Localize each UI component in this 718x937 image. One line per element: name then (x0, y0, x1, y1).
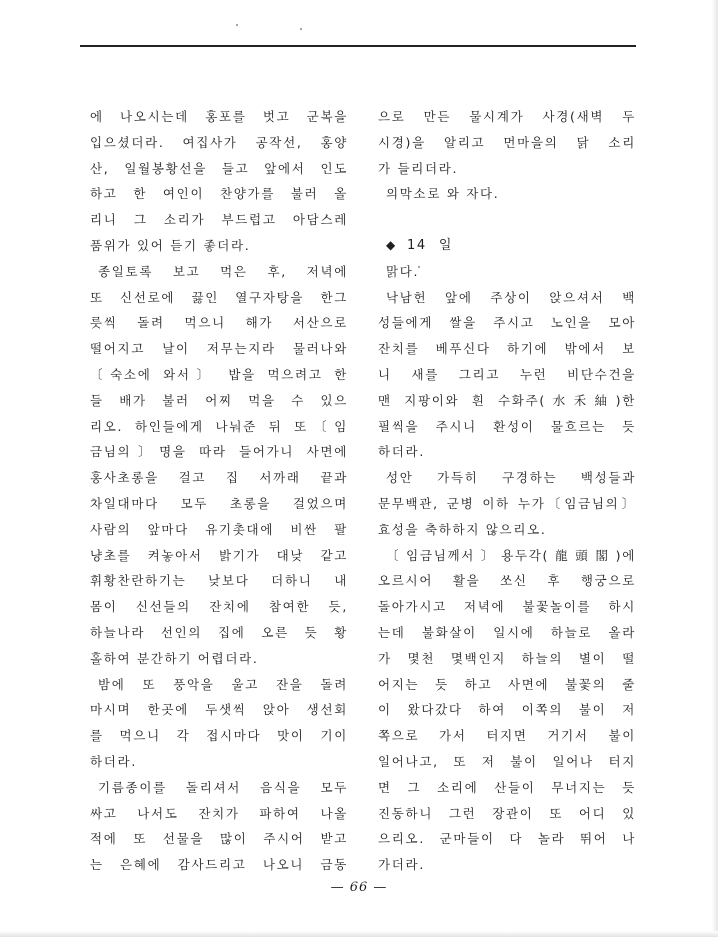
text-line: 몸이 신선들의 잔치에 참여한 듯, (90, 599, 348, 615)
text-line: 홀하여 분간하기 어렵더라. (90, 650, 259, 666)
text-line: 냥초를 켜놓아서 밝기가 대낮 같고 (90, 547, 348, 563)
text-line: 면 그 소리에 산들이 무너지는 듯 (378, 779, 636, 795)
text-line: 홍사초롱을 걸고 집 서까래 끝과 (90, 470, 348, 486)
text-line (378, 207, 636, 233)
text-line: 산, 일월봉황선을 들고 앞에서 인도 (90, 160, 348, 176)
text-line: 품위가 있어 듣기 좋더라. (90, 237, 251, 253)
text-line: 리오. 하인들에게 나눠준 뒤 또〔임 (90, 418, 348, 434)
text-line: 가 들리더라. (378, 160, 459, 176)
page-number: — 66 — (330, 880, 388, 895)
date-day-number: 14 (406, 237, 427, 253)
text-line: 금님의〕명을 따라 들어가니 사면에 (90, 444, 348, 460)
text-line: 진동하니 그런 장관이 또 어디 있 (378, 805, 636, 821)
left-text-column (90, 104, 348, 878)
text-line: 〔숙소에 와서〕 밥을 먹으려고 한 (90, 366, 348, 382)
right-text-column (378, 104, 636, 878)
text-line: 마시며 한곳에 두샛씩 앉아 생선회 (90, 702, 348, 718)
text-line: 니 새를 그리고 누런 비단수건을 (378, 366, 636, 382)
scan-speck (300, 28, 302, 30)
text-line: 필씩을 주시니 환성이 물흐르는 듯 (378, 418, 636, 434)
text-line: 오르시어 활을 쏘신 후 행궁으로 (378, 573, 636, 589)
text-line: 일어나고, 또 저 불이 일어나 터지 (378, 753, 636, 769)
text-line: 으리오. 군마들이 다 놀라 뛰어 나 (378, 831, 636, 847)
text-line: 기름종이를 돌리셔서 음식을 모두 (98, 779, 348, 795)
page-edge-shadow (712, 0, 718, 937)
text-line: 하더라. (378, 444, 425, 460)
text-line: 들 배가 불러 어찌 먹을 수 있으 (90, 392, 348, 408)
date-day-unit: 일 (438, 237, 454, 253)
text-line: 에 나오시는데 홍포를 벗고 군복을 (90, 109, 348, 124)
text-line: 낙남헌 앞에 주상이 앉으셔서 백 (386, 289, 636, 305)
text-line: 종일토록 보고 먹은 후, 저녁에 (98, 263, 348, 279)
page-bottom-shadow (0, 931, 718, 937)
text-line: 어지는 듯 하고 사면에 불꽃의 줄 (378, 676, 636, 692)
text-line: 차일대마다 모두 초롱을 걸었으며 (90, 495, 348, 511)
text-line: 하늘나라 선인의 집에 오른 듯 황 (90, 624, 348, 640)
text-line: 입으셨더라. 여집사가 공작선, 홍양 (90, 134, 348, 150)
header-rule (80, 45, 636, 47)
text-line: 맑다. (386, 263, 420, 279)
text-line: 맨 지팡이와 흰 수화주(水禾紬)한 (378, 392, 636, 408)
text-line: 돌아가시고 저녁에 불꽃놀이를 하시 (378, 599, 636, 615)
text-line: 리니 그 소리가 부드럽고 아담스레 (90, 212, 348, 228)
text-line: 떨어지고 날이 저무는지라 물러나와 (90, 341, 348, 357)
text-line: 하더라. (90, 753, 137, 769)
scan-speck (236, 24, 238, 26)
text-line: 적에 또 선물을 많이 주시어 받고 (90, 831, 348, 847)
text-line: 시경)을 알리고 먼마을의 닭 소리 (378, 134, 636, 150)
text-line: 휘황찬란하기는 낮보다 더하니 내 (90, 573, 348, 589)
text-line: 를 먹으니 각 접시마다 맛이 기이 (90, 728, 348, 744)
text-line: 〔임금님께서〕용두각(龍頭閣)에 (386, 547, 636, 563)
text-line: 하고 한 여인이 찬양가를 불러 올 (90, 186, 348, 202)
text-line: 이 왔다갔다 하여 이쪽의 불이 저 (378, 702, 636, 718)
text-line: 잔치를 베푸신다 하기에 밖에서 보 (378, 341, 636, 357)
text-line: 싸고 나서도 잔치가 파하여 나올 (90, 805, 348, 821)
text-line: 릇씩 돌려 먹으니 해가 서산으로 (90, 315, 348, 331)
text-line: 성들에게 쌀을 주시고 노인을 모아 (378, 315, 636, 331)
text-line: 으로 만든 물시계가 사경(새벽 두 (378, 109, 636, 124)
text-line: 사람의 앞마다 유기촛대에 비싼 팔 (90, 521, 348, 537)
text-line: 는데 불화살이 일시에 하늘로 올라 (378, 624, 636, 640)
text-line: 효성을 축하하지 않으리오. (378, 521, 547, 537)
text-line: 는 은혜에 감사드리고 나오니 금동 (90, 857, 348, 873)
text-line: 가 몇천 몇백인지 하늘의 별이 떨 (378, 650, 636, 666)
text-line: 가더라. (378, 857, 425, 873)
text-line: 또 신선로에 끓인 열구자탕을 한그 (90, 289, 348, 305)
text-line: 문무백관, 군병 이하 누가〔임금님의〕 (378, 495, 636, 511)
diamond-bullet-icon: ◆ (386, 237, 397, 252)
text-line: 쪽으로 가서 터지면 거기서 불이 (378, 728, 636, 744)
text-line: 성안 가득히 구경하는 백성들과 (386, 470, 636, 486)
text-line: 밤에 또 풍악을 울고 잔을 돌려 (98, 676, 348, 692)
text-line: 의막소로 와 자다. (386, 186, 500, 202)
date-heading (378, 233, 636, 259)
